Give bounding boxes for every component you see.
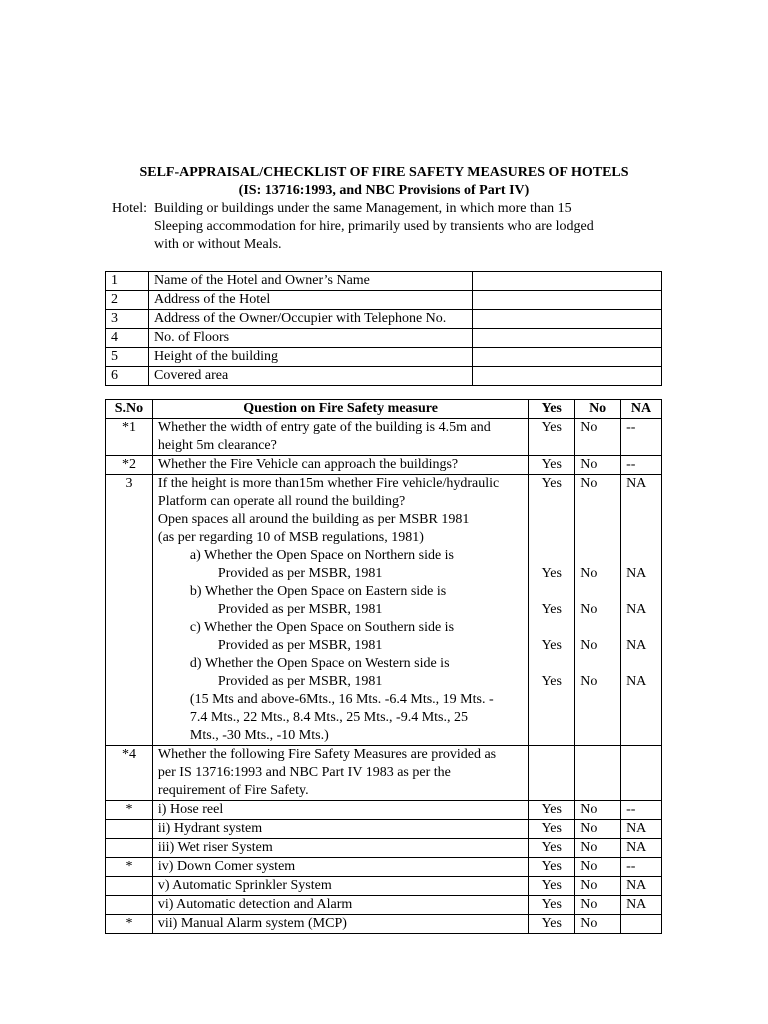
answer-na-col xyxy=(621,475,662,746)
answer-na: -- xyxy=(621,801,662,820)
row-value xyxy=(473,329,662,348)
row-question: i) Hose reel xyxy=(152,801,528,820)
table-row xyxy=(106,858,662,877)
row-question: v) Automatic Sprinkler System xyxy=(152,877,528,896)
answer-no: No xyxy=(580,476,598,491)
table-row xyxy=(106,475,662,746)
row-sno: * xyxy=(106,858,153,877)
checklist-table xyxy=(105,399,662,934)
answer-na-b: NA xyxy=(626,602,647,617)
question-line: (as per regarding 10 of MSB regulations, 1981) xyxy=(157,530,424,545)
answer-yes: Yes xyxy=(529,820,575,839)
answer-no: No xyxy=(575,896,621,915)
document-subtitle: (IS: 13716:1993, and NBC Provisions of Part IV) xyxy=(238,183,530,198)
answer-no-a: No xyxy=(580,566,598,581)
row-question xyxy=(152,419,528,456)
answer-yes: Yes xyxy=(541,476,562,491)
answer-yes-a: Yes xyxy=(541,566,562,581)
header-no: No xyxy=(575,400,621,419)
answer-yes: Yes xyxy=(529,801,575,820)
sub-question-b-cont: Provided as per MSBR, 1981 xyxy=(217,602,383,617)
row-question: vi) Automatic detection and Alarm xyxy=(152,896,528,915)
table-header-row xyxy=(106,400,662,419)
table-row xyxy=(106,419,662,456)
answer-yes: Yes xyxy=(529,419,575,456)
answer-na: -- xyxy=(621,456,662,475)
table-row xyxy=(106,272,662,291)
table-row xyxy=(106,801,662,820)
header-na: NA xyxy=(621,400,662,419)
answer-no: No xyxy=(575,419,621,456)
open-space-note: Mts., -30 Mts., -10 Mts.) xyxy=(189,728,329,743)
row-value xyxy=(473,291,662,310)
row-number: 1 xyxy=(106,272,149,291)
row-value xyxy=(473,310,662,329)
row-sno: *2 xyxy=(106,456,153,475)
row-value xyxy=(473,367,662,386)
row-label: Height of the building xyxy=(149,348,473,367)
answer-no-col xyxy=(575,475,621,746)
answer-yes: Yes xyxy=(529,858,575,877)
hotel-def-line3: with or without Meals. xyxy=(154,237,282,252)
row-label: No. of Floors xyxy=(149,329,473,348)
open-space-note: 7.4 Mts., 22 Mts., 8.4 Mts., 25 Mts., -9.4 Mts., 25 xyxy=(189,710,468,725)
question-line: If the height is more than15m whether Fire vehicle/hydraulic xyxy=(157,476,500,491)
answer-no: No xyxy=(575,456,621,475)
answer-na: NA xyxy=(626,476,647,491)
answer-no xyxy=(575,746,621,801)
table-row xyxy=(106,877,662,896)
row-label: Address of the Hotel xyxy=(149,291,473,310)
row-question: iv) Down Comer system xyxy=(152,858,528,877)
hotel-def-line2: Sleeping accommodation for hire, primarily used by transients who are lodged xyxy=(154,219,594,234)
hotel-definition xyxy=(112,200,652,254)
table-row xyxy=(106,367,662,386)
header-yes: Yes xyxy=(529,400,575,419)
table-row xyxy=(106,348,662,367)
table-row xyxy=(106,456,662,475)
row-question xyxy=(152,475,528,746)
answer-yes: Yes xyxy=(529,839,575,858)
header-question: Question on Fire Safety measure xyxy=(152,400,528,419)
open-space-note: (15 Mts and above-6Mts., 16 Mts. -6.4 Mts., 19 Mts. - xyxy=(189,692,494,707)
row-number: 2 xyxy=(106,291,149,310)
answer-na: -- xyxy=(621,858,662,877)
table-row xyxy=(106,915,662,934)
header-sno: S.No xyxy=(106,400,153,419)
answer-na-c: NA xyxy=(626,638,647,653)
row-number: 3 xyxy=(106,310,149,329)
answer-yes-col xyxy=(529,475,575,746)
question-line: Whether the following Fire Safety Measures are provided as xyxy=(157,747,497,762)
table-row xyxy=(106,746,662,801)
answer-no: No xyxy=(575,801,621,820)
row-value xyxy=(473,348,662,367)
answer-na xyxy=(621,746,662,801)
answer-no-b: No xyxy=(580,602,598,617)
document-title: SELF-APPRAISAL/CHECKLIST OF FIRE SAFETY MEASURES OF HOTELS xyxy=(139,165,629,180)
sub-question-b: b) Whether the Open Space on Eastern side is xyxy=(189,584,447,599)
hotel-label: Hotel: xyxy=(112,201,147,216)
row-sno xyxy=(106,839,153,858)
row-value xyxy=(473,272,662,291)
answer-yes-b: Yes xyxy=(541,602,562,617)
table-row xyxy=(106,896,662,915)
table-row xyxy=(106,839,662,858)
answer-yes: Yes xyxy=(529,877,575,896)
row-label: Covered area xyxy=(149,367,473,386)
row-question: iii) Wet riser System xyxy=(152,839,528,858)
row-question: ii) Hydrant system xyxy=(152,820,528,839)
sub-question-a: a) Whether the Open Space on Northern side is xyxy=(189,548,455,563)
row-sno: * xyxy=(106,801,153,820)
answer-no: No xyxy=(575,858,621,877)
question-line: Whether the width of entry gate of the building is 4.5m and xyxy=(157,420,491,435)
answer-na: NA xyxy=(621,839,662,858)
row-label: Name of the Hotel and Owner’s Name xyxy=(149,272,473,291)
row-number: 6 xyxy=(106,367,149,386)
row-sno xyxy=(106,896,153,915)
answer-yes-d: Yes xyxy=(541,674,562,689)
answer-no: No xyxy=(575,915,621,934)
question-line: Open spaces all around the building as per MSBR 1981 xyxy=(157,512,470,527)
question-line: Platform can operate all round the building? xyxy=(157,494,406,509)
question-line: height 5m clearance? xyxy=(157,438,277,453)
row-number: 5 xyxy=(106,348,149,367)
sub-question-c-cont: Provided as per MSBR, 1981 xyxy=(217,638,383,653)
answer-yes: Yes xyxy=(529,456,575,475)
answer-yes xyxy=(529,746,575,801)
row-sno: * xyxy=(106,915,153,934)
row-question xyxy=(152,746,528,801)
row-number: 4 xyxy=(106,329,149,348)
table-row xyxy=(106,820,662,839)
answer-na: NA xyxy=(621,820,662,839)
hotel-def-line1: Building or buildings under the same Management, in which more than 15 xyxy=(154,201,572,216)
row-question: vii) Manual Alarm system (MCP) xyxy=(152,915,528,934)
sub-question-a-cont: Provided as per MSBR, 1981 xyxy=(217,566,383,581)
question-line: per IS 13716:1993 and NBC Part IV 1983 as per the xyxy=(157,765,451,780)
answer-no: No xyxy=(575,820,621,839)
row-sno: *4 xyxy=(106,746,153,801)
row-sno xyxy=(106,820,153,839)
sub-question-c: c) Whether the Open Space on Southern side is xyxy=(189,620,455,635)
answer-yes: Yes xyxy=(529,896,575,915)
answer-no: No xyxy=(575,839,621,858)
answer-na-d: NA xyxy=(626,674,647,689)
answer-na: -- xyxy=(621,419,662,456)
answer-no-c: No xyxy=(580,638,598,653)
answer-no: No xyxy=(575,877,621,896)
question-line: requirement of Fire Safety. xyxy=(157,783,309,798)
hotel-info-table xyxy=(105,271,662,386)
answer-na xyxy=(621,915,662,934)
row-sno: *1 xyxy=(106,419,153,456)
answer-na: NA xyxy=(621,877,662,896)
answer-na: NA xyxy=(621,896,662,915)
answer-yes: Yes xyxy=(529,915,575,934)
row-question: Whether the Fire Vehicle can approach the buildings? xyxy=(152,456,528,475)
row-label: Address of the Owner/Occupier with Telephone No. xyxy=(149,310,473,329)
answer-no-d: No xyxy=(580,674,598,689)
answer-na-a: NA xyxy=(626,566,647,581)
sub-question-d: d) Whether the Open Space on Western side is xyxy=(189,656,450,671)
row-sno xyxy=(106,877,153,896)
table-row xyxy=(106,291,662,310)
table-row xyxy=(106,310,662,329)
table-row xyxy=(106,329,662,348)
answer-yes-c: Yes xyxy=(541,638,562,653)
row-sno: 3 xyxy=(106,475,153,746)
sub-question-d-cont: Provided as per MSBR, 1981 xyxy=(217,674,383,689)
